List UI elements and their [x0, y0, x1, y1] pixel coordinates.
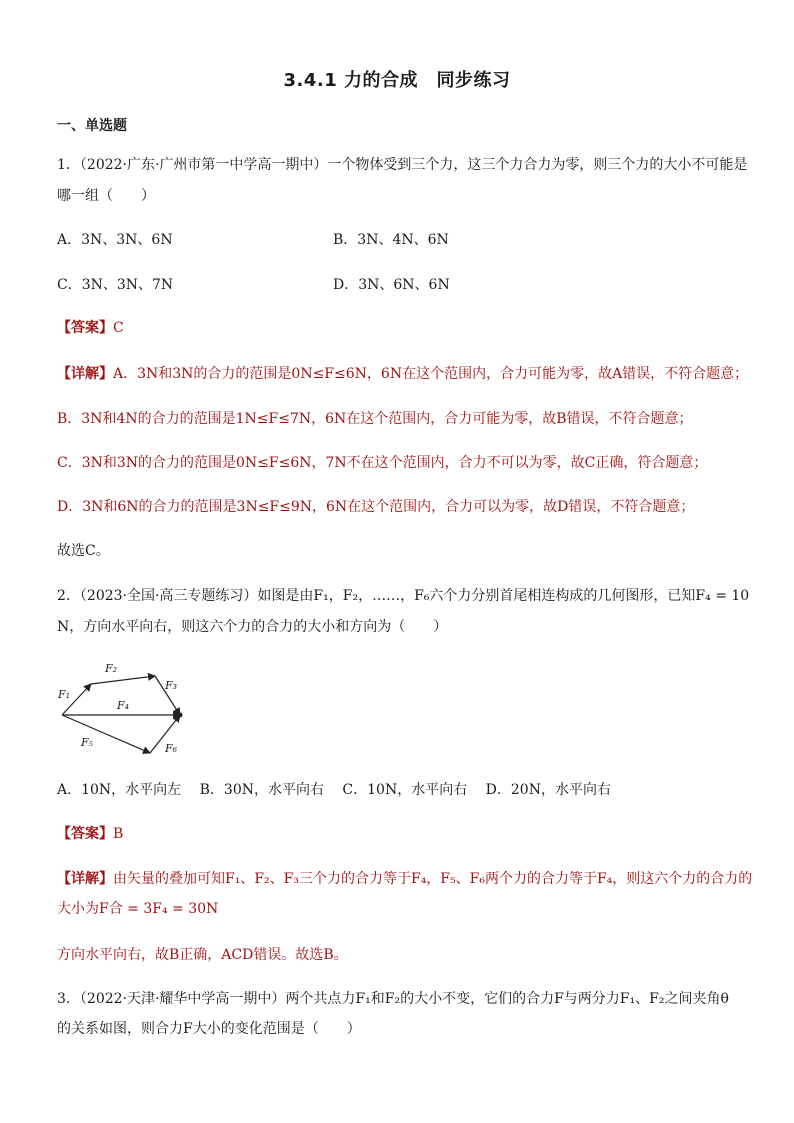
q1-option-b: B．3N、4N、6N [333, 232, 449, 248]
answer-value: C [113, 320, 124, 336]
q1-conclusion: 故选C。 [57, 543, 110, 559]
q1-option-c: C．3N、3N、7N [57, 277, 174, 293]
page-title: 3.4.1 力的合成 同步练习 [283, 70, 511, 91]
q2-options: A．10N，水平向左 B．30N，水平向右 C．10N，水平向右 D．20N，水平向右 [57, 782, 611, 798]
q1-stem-line1: 1．（2022·广东·广州市第一中学高一期中）一个物体受到三个力，这三个力合力为零，则三个力的大小不可能是 [57, 157, 748, 173]
force-vector-diagram [55, 658, 195, 758]
q1-option-d: D．3N、6N、6N [333, 277, 450, 293]
q2-detail-line3: 方向水平向右，故B正确，ACD错误。故选B。 [57, 947, 348, 963]
q3-stem-line2: 的关系如图，则合力F大小的变化范围是（ ） [57, 1021, 361, 1037]
label-f2: F₂ [105, 662, 118, 675]
q3-stem-line1: 3．（2022·天津·耀华中学高一期中）两个共点力F₁和F₂的大小不变，它们的合力F与两分力F₁、F₂之间夹角θ [57, 991, 729, 1007]
vector-f5 [62, 715, 150, 753]
label-f6: F₆ [165, 742, 178, 755]
q2-answer [57, 824, 123, 844]
detail-tag: 【详解】 [57, 871, 113, 887]
answer-tag: 【答案】 [57, 826, 113, 842]
q2-stem-line1: 2．（2023·全国·高三专题练习）如图是由F₁，F₂，……，F₆六个力分别首尾相连构成的几何图形，已知F₄ = 10 [57, 588, 750, 604]
label-f4: F₄ [117, 699, 130, 712]
q2-detail-line1 [57, 869, 752, 889]
label-f5: F₅ [81, 736, 94, 749]
q2-detail-line2: 大小为F合 = 3F₄ = 30N [57, 901, 219, 917]
section-heading: 一、单选题 [57, 118, 127, 134]
q1-detail-line2: B．3N和4N的合力的范围是1N≤F≤7N，6N在这个范围内，合力可能为零，故B错误，不符合题意； [57, 411, 693, 427]
label-f3: F₃ [165, 679, 178, 692]
detail-text: A．3N和3N的合力的范围是0N≤F≤6N，6N在这个范围内，合力可能为零，故A错误，不符合题意； [113, 366, 749, 382]
vertex-dot [178, 713, 183, 718]
q1-detail-line1 [57, 364, 748, 384]
q1-stem-line2: 哪一组（ ） [57, 188, 155, 204]
vector-f2 [91, 676, 155, 684]
q1-detail-line4: D．3N和6N的合力的范围是3N≤F≤9N，6N在这个范围内，合力可以为零，故D错误，不符合题意； [57, 499, 695, 515]
detail-tag: 【详解】 [57, 366, 113, 382]
q1-option-a: A．3N、3N、6N [57, 232, 173, 248]
q1-answer [57, 318, 124, 338]
label-f1: F₁ [58, 688, 71, 701]
detail-text: 由矢量的叠加可知F₁、F₂、F₃三个力的合力等于F₄，F₅、F₆两个力的合力等于F₄，则这六个力的合力的 [113, 871, 753, 887]
q1-detail-line3: C．3N和3N的合力的范围是0N≤F≤6N，7N不在这个范围内，合力不可以为零，故C正确，符合题意； [57, 455, 708, 471]
q2-stem-line2: N，方向水平向右，则这六个力的合力的大小和方向为（ ） [57, 619, 448, 635]
answer-value: B [113, 826, 124, 842]
answer-tag: 【答案】 [57, 320, 113, 336]
